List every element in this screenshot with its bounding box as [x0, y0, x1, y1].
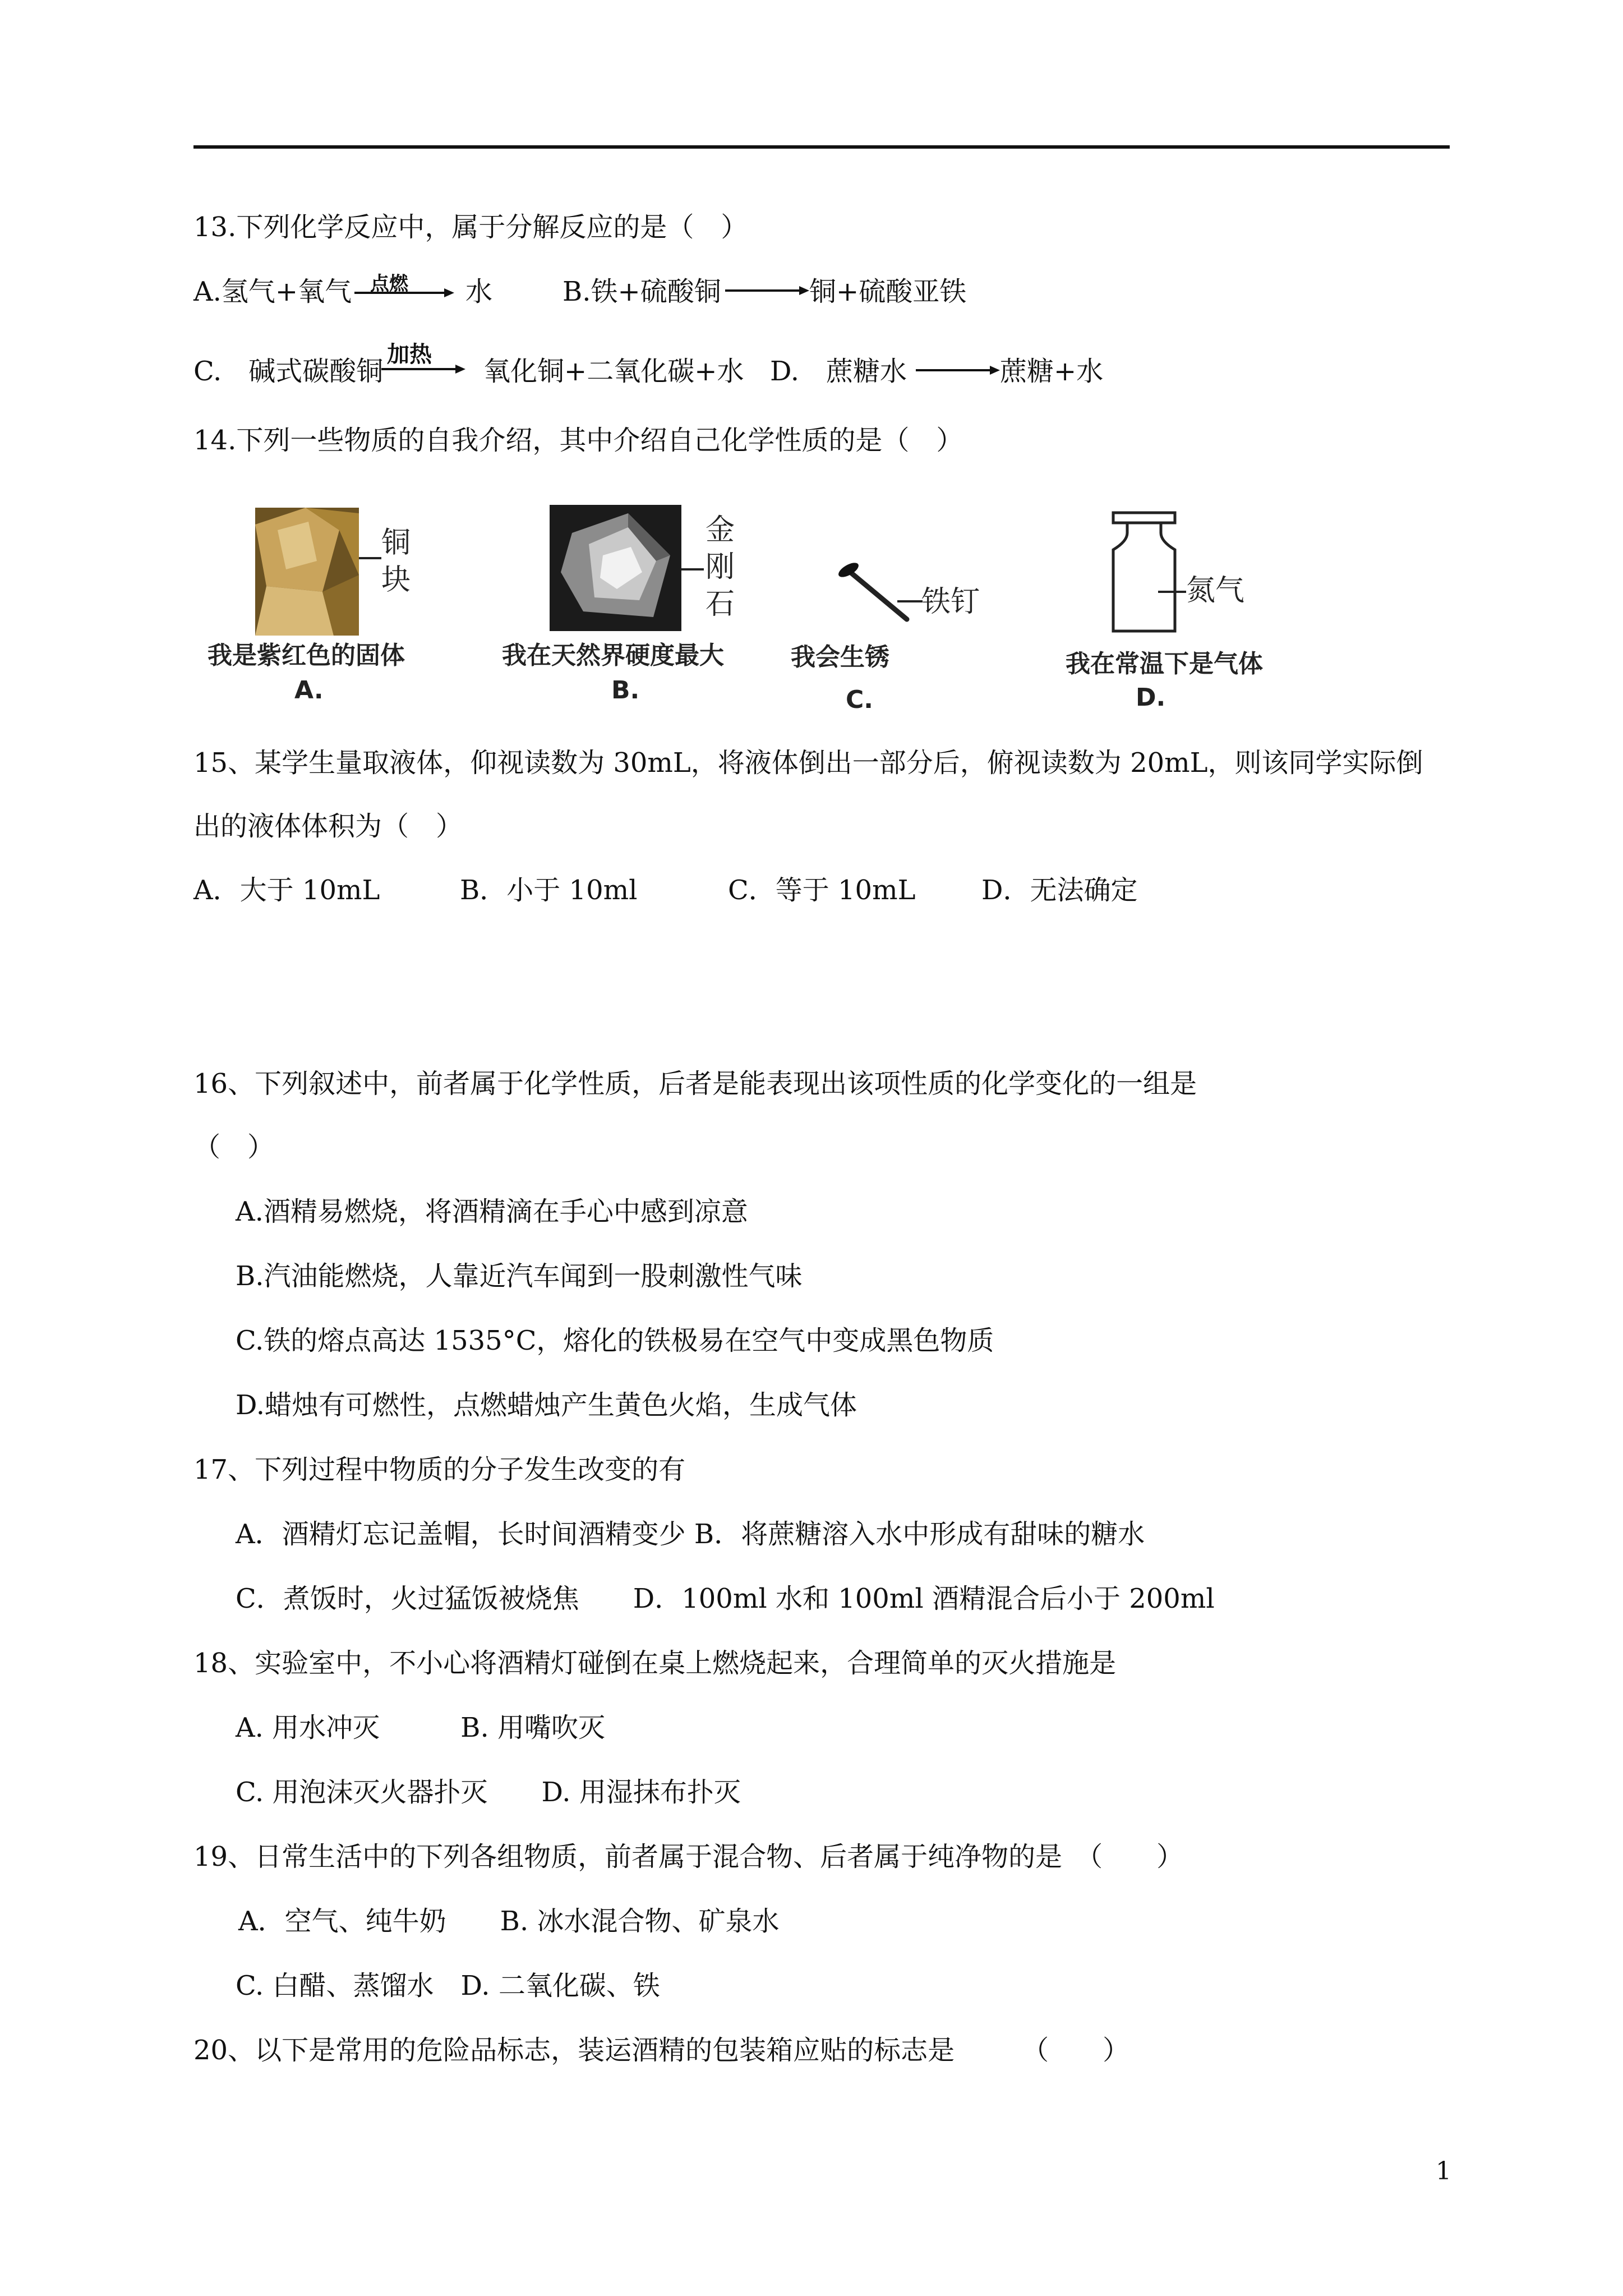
- q19-options-row1: A．空气、纯牛奶 B. 冰水混合物、矿泉水: [238, 1906, 780, 1937]
- reaction-arrow-icon: [725, 285, 809, 296]
- q19-stem: 19、日常生活中的下列各组物质，前者属于混合物、后者属于纯净物的是 （ ）: [193, 1841, 1184, 1872]
- gas-bottle-image: [1102, 510, 1186, 634]
- q13-option-b-right: 铜+硫酸亚铁: [809, 276, 967, 307]
- option-a-letter: A.: [294, 676, 324, 705]
- iron-nail-caption: 我会生锈: [791, 643, 889, 671]
- q15-option-b: B．小于 10ml: [460, 875, 638, 906]
- q13-option-d-right: 蔗糖+水: [1000, 356, 1104, 387]
- copper-block-image: [255, 508, 359, 636]
- iron-nail-label: 铁钉: [921, 585, 980, 619]
- q20-stem: 20、以下是常用的危险品标志，装运酒精的包装箱应贴的标志是 （ ）: [193, 2035, 1130, 2066]
- reaction-arrow-icon: [354, 287, 455, 298]
- q15-stem-line2: 出的液体体积为（ ）: [193, 811, 463, 842]
- q17-options-row2: C．煮饭时，火过猛饭被烧焦 D．100ml 水和 100ml 酒精混合后小于 200ml: [236, 1583, 1215, 1614]
- pointer-line: [1158, 589, 1186, 595]
- q18-stem: 18、实验室中，不小心将酒精灯碰倒在桌上燃烧起来，合理简单的灭火措施是: [193, 1648, 1117, 1679]
- option-b-letter: B.: [611, 676, 640, 705]
- q13-option-a-left: A.氢气+氧气: [193, 276, 352, 307]
- q16-option-b: B.汽油能燃烧，人靠近汽车闻到一股刺激性气味: [236, 1260, 803, 1292]
- q13-option-c-condition: 加热: [387, 342, 432, 367]
- q14-stem: 14.下列一些物质的自我介绍，其中介绍自己化学性质的是（ ）: [193, 425, 963, 456]
- pointer-line: [681, 567, 704, 572]
- copper-block-label: 铜 块: [381, 526, 411, 597]
- iron-nail-image: [838, 561, 923, 623]
- q13-option-a-condition: 点燃: [370, 273, 408, 295]
- q13-option-b-left: B.铁+硫酸铜: [562, 276, 721, 307]
- q15-option-c: C．等于 10mL: [728, 875, 916, 906]
- reaction-arrow-icon: [381, 364, 465, 375]
- option-c-letter: C.: [846, 685, 874, 714]
- q17-stem: 17、下列过程中物质的分子发生改变的有: [193, 1454, 686, 1485]
- q13-option-a-right: 水: [465, 276, 493, 307]
- reaction-arrow-icon: [916, 365, 1000, 376]
- q18-options-row1: A. 用水冲灭 B. 用嘴吹灭: [236, 1712, 605, 1743]
- gas-bottle-caption: 我在常温下是气体: [1066, 650, 1263, 678]
- q16-option-a: A.酒精易燃烧，将酒精滴在手心中感到凉意: [236, 1196, 748, 1227]
- header-rule: [193, 145, 1450, 149]
- q13-option-d-left: D. 蔗糖水: [770, 356, 907, 387]
- option-d-letter: D.: [1136, 683, 1166, 712]
- q18-options-row2: C. 用泡沫灭火器扑灭 D. 用湿抹布扑灭: [236, 1777, 741, 1808]
- q15-option-a: A．大于 10mL: [193, 875, 380, 906]
- q17-options-row1: A．酒精灯忘记盖帽，长时间酒精变少 B．将蔗糖溶入水中形成有甜味的糖水: [236, 1519, 1145, 1550]
- page-number: 1: [1436, 2157, 1451, 2185]
- gas-bottle-label: 氮气: [1186, 574, 1245, 608]
- q13-option-c-right: 氧化铜+二氧化碳+水: [483, 356, 744, 387]
- diamond-caption: 我在天然界硬度最大: [502, 641, 724, 670]
- q16-stem-line2: （ ）: [193, 1131, 275, 1163]
- q16-option-d: D.蜡烛有可燃性，点燃蜡烛产生黄色火焰，生成气体: [236, 1389, 857, 1421]
- diamond-image: [550, 505, 681, 631]
- q19-options-row2: C. 白醋、蒸馏水 D. 二氧化碳、铁: [236, 1970, 660, 2001]
- q15-stem-line1: 15、某学生量取液体，仰视读数为 30mL，将液体倒出一部分后，俯视读数为 20mL，则该同学实际倒: [193, 747, 1423, 779]
- q16-option-c: C.铁的熔点高达 1535°C，熔化的铁极易在空气中变成黑色物质: [236, 1325, 994, 1356]
- q13-stem: 13.下列化学反应中，属于分解反应的是（ ）: [193, 211, 748, 243]
- q16-stem-line1: 16、下列叙述中，前者属于化学性质，后者是能表现出该项性质的化学变化的一组是: [193, 1068, 1197, 1099]
- q13-option-c-left: C. 碱式碳酸铜: [193, 356, 384, 387]
- pointer-line: [359, 555, 381, 561]
- diamond-label: 金 刚 石: [706, 513, 735, 621]
- q15-option-d: D．无法确定: [981, 875, 1138, 906]
- copper-caption: 我是紫红色的固体: [208, 641, 405, 670]
